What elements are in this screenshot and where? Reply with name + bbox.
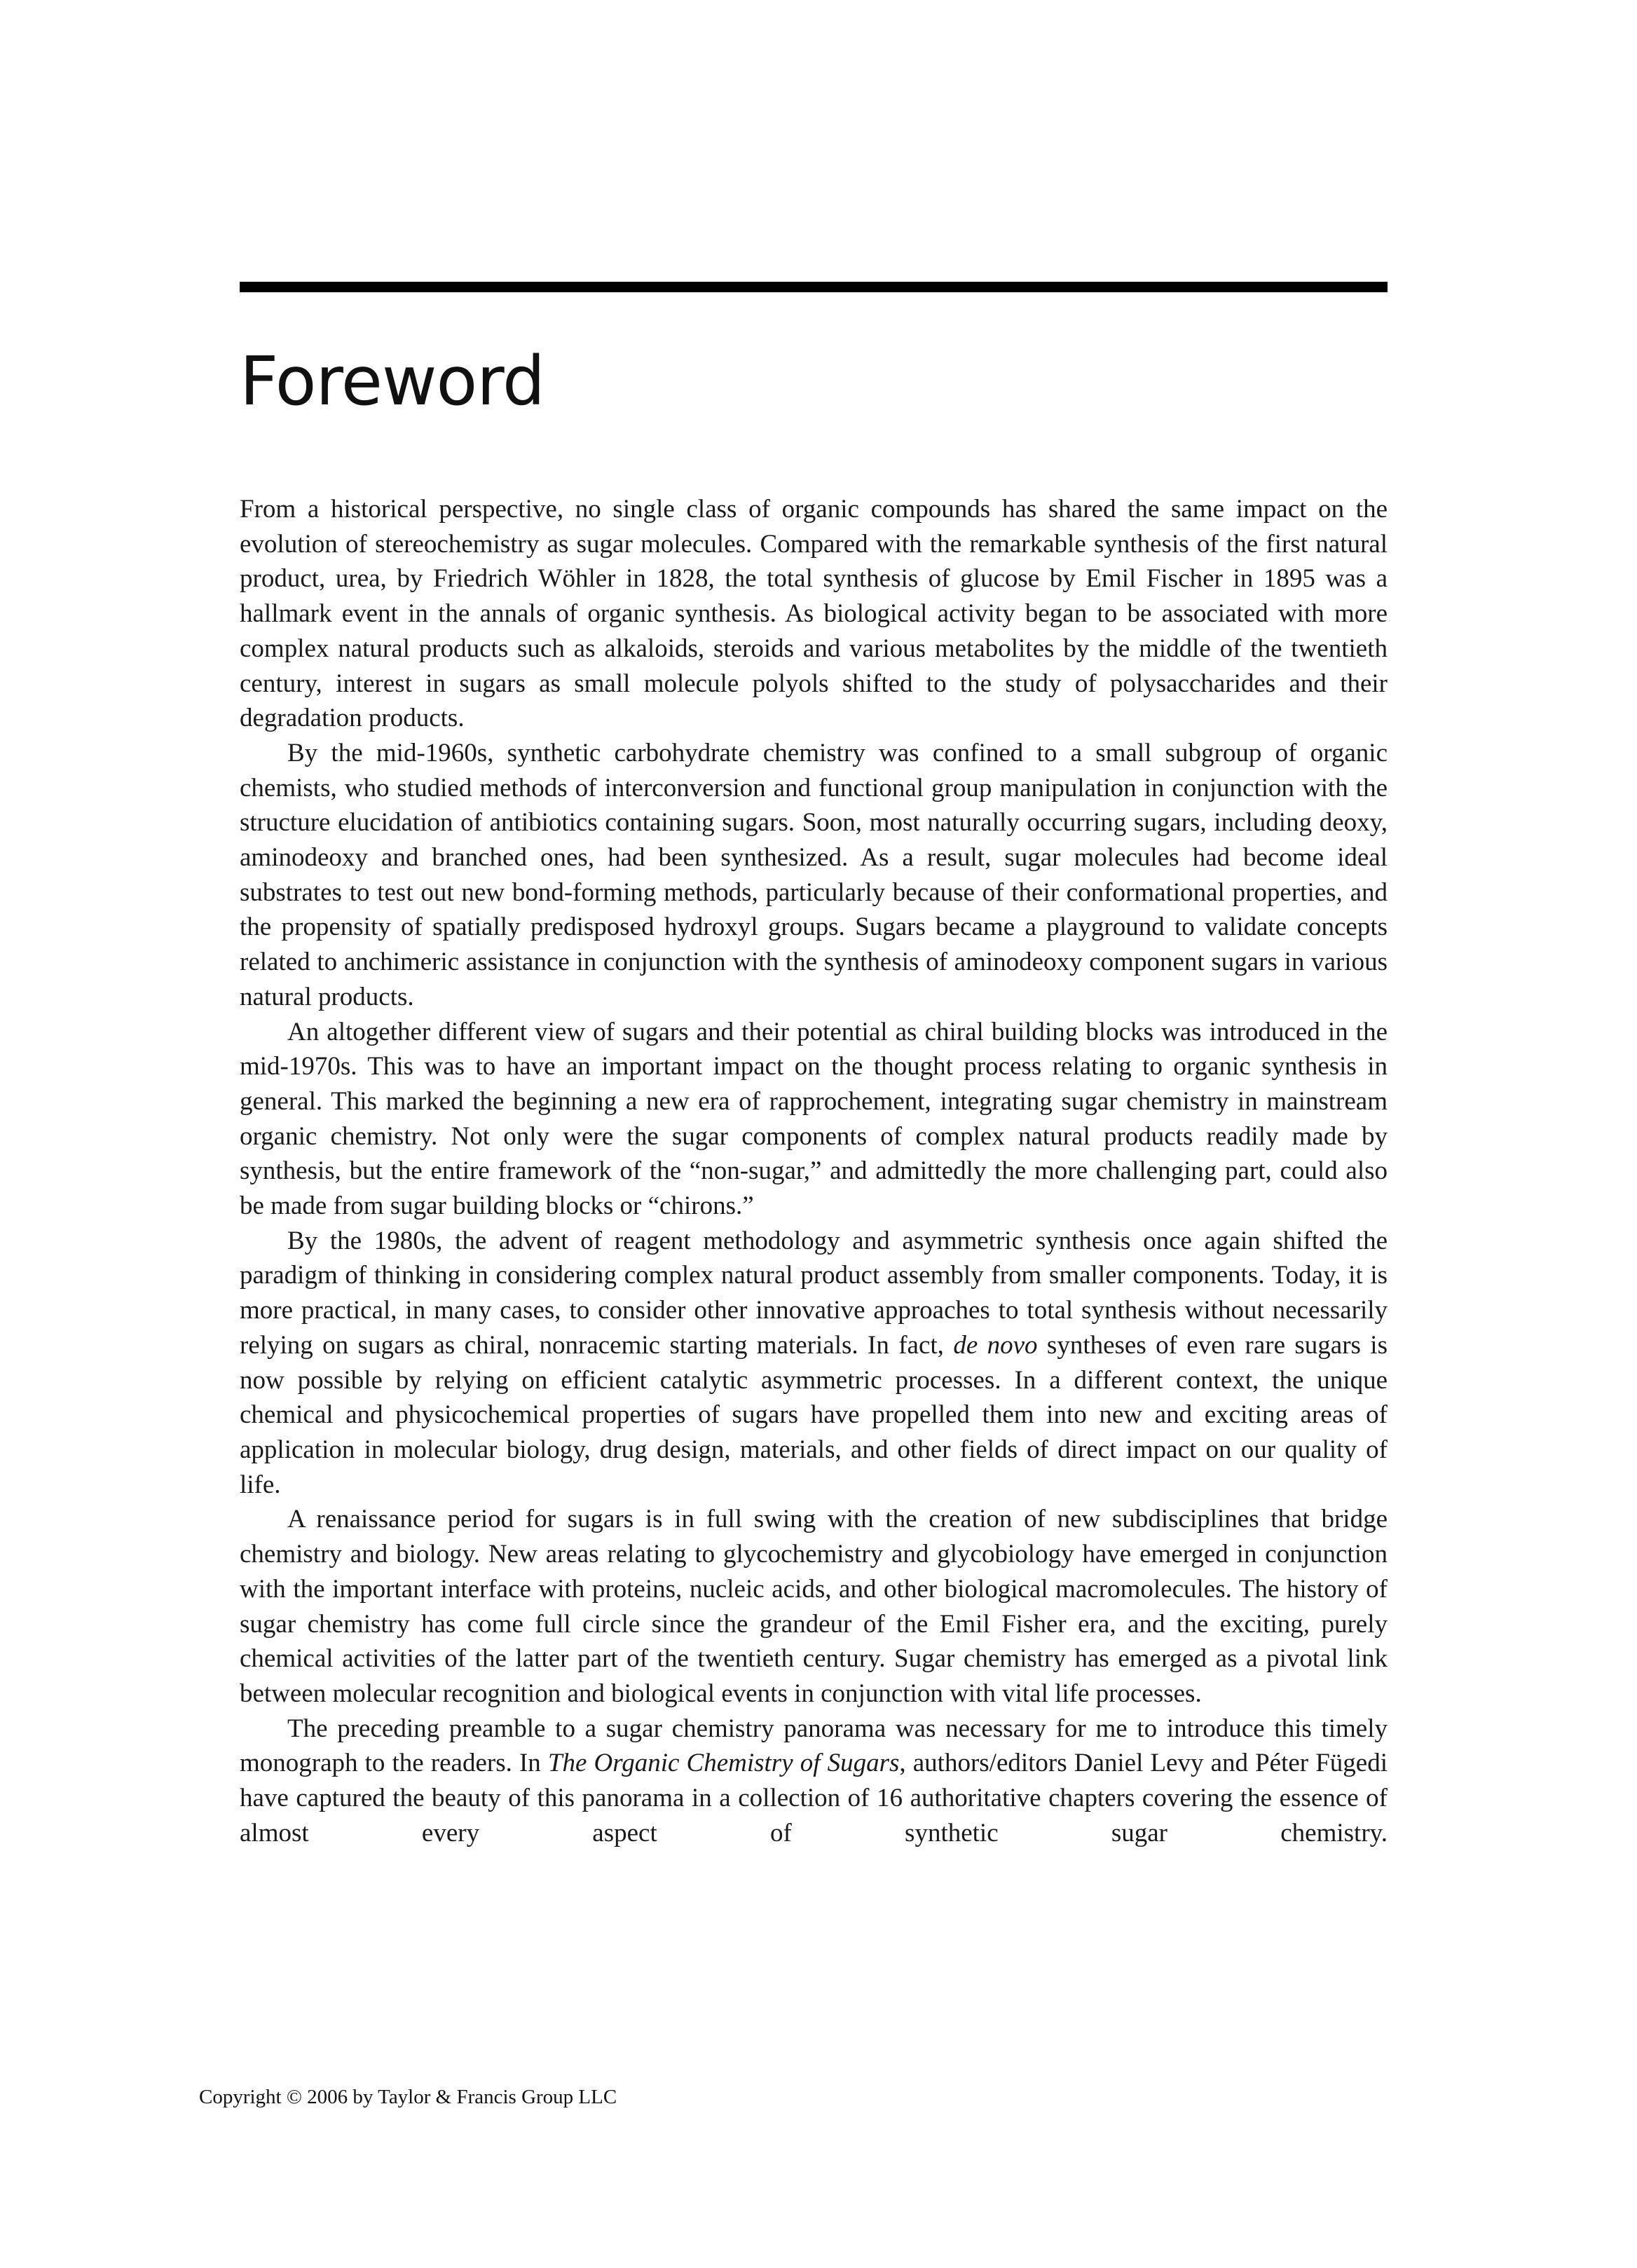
text-run: By the 1980s, the advent of reagent methodology and asymmetric synthesis once again shifted the paradigm of thinking in considering complex natural product assembly from smaller components. Today, it is more practical, in many cases, to consider other innovative approaches to total synthesis without necessarily relying on sugars as chiral, nonracemic starting materials. In fact, — [240, 1226, 1388, 1360]
paragraph — [240, 1224, 1388, 1503]
text-run: , authors/editors Daniel Levy and Péter Fügedi have captured the beauty of this panorama in a collection of 16 authoritative chapters covering the essence of almost every aspect of synthetic sugar chemistry. — [240, 1749, 1388, 1847]
paragraph — [240, 1502, 1388, 1711]
text-run: From a historical perspective, no single class of organic compounds has shared the same impact on the evolution of stereochemistry as sugar molecules. Compared with the remarkable synthesis of the first natural product, urea, by Friedrich Wöhler in 1828, the total synthesis of glucose by Emil Fischer in 1895 was a hallmark event in the annals of organic synthesis. As biological activity began to be associated with more complex natural products such as alkaloids, steroids and various metabolites by the middle of the twentieth century, interest in sugars as small molecule polyols shifted to the study of polysaccharides and their degradation products. — [240, 495, 1388, 733]
text-run: An altogether different view of sugars and their potential as chiral building blocks was introduced in the mid-1970s. This was to have an important impact on the thought process relating to organic synthesis in general. This marked the beginning a new era of rapprochement, integrating sugar chemistry in mainstream organic chemistry. Not only were the sugar components of complex natural products readily made by synthesis, but the entire framework of the “non-sugar,” and admittedly the more challenging part, could also be made from sugar building blocks or “chirons.” — [240, 1017, 1388, 1221]
text-run: A renaissance period for sugars is in full swing with the creation of new subdisciplines that bridge chemistry and biology. New areas relating to glycochemistry and glycobiology have emerged in conjunction with the important interface with proteins, nucleic acids, and other biological macromolecules. The history of sugar chemistry has come full circle since the grandeur of the Emil Fisher era, and the exciting, purely chemical activities of the latter part of the twentieth century. Sugar chemistry has emerged as a pivotal link between molecular recognition and biological events in conjunction with vital life processes. — [240, 1505, 1388, 1708]
text-run: By the mid-1960s, synthetic carbohydrate chemistry was confined to a small subgroup of organic chemists, who studied methods of interconversion and functional group manipulation in conjunction with the structure elucidation of antibiotics containing sugars. Soon, most naturally occurring sugars, including deoxy, aminodeoxy and branched ones, had been synthesized. As a result, sugar molecules had become ideal substrates to test out new bond-forming methods, particularly because of their conformational properties, and the propensity of spatially predisposed hydroxyl groups. Sugars became a playground to validate concepts related to anchimeric assistance in conjunction with the synthesis of aminodeoxy component sugars in various natural products. — [240, 738, 1388, 1011]
title-rule — [240, 282, 1388, 292]
text-run: syntheses of even rare sugars is now possible by relying on efficient catalytic asymmetric processes. In a different context, the unique chemical and physicochemical properties of sugars have propelled them into new and exciting areas of application in molecular biology, drug design, materials, and other fields of direct impact on our quality of life. — [240, 1330, 1388, 1499]
copyright-footer: Copyright © 2006 by Taylor & Francis Group LLC — [199, 2086, 617, 2108]
paragraph — [240, 492, 1388, 736]
paragraph — [240, 1015, 1388, 1224]
text-run: The preceding preamble to a sugar chemistry panorama was necessary for me to introduce this timely monograph to the readers. In — [240, 1714, 1388, 1778]
page-title: Foreword — [240, 342, 544, 421]
paragraph — [240, 736, 1388, 1015]
foreword-body — [240, 492, 1388, 1850]
book-title: The Organic Chemistry of Sugars — [547, 1749, 900, 1778]
italic-text-run: de novo — [953, 1330, 1038, 1360]
paragraph — [240, 1712, 1388, 1851]
